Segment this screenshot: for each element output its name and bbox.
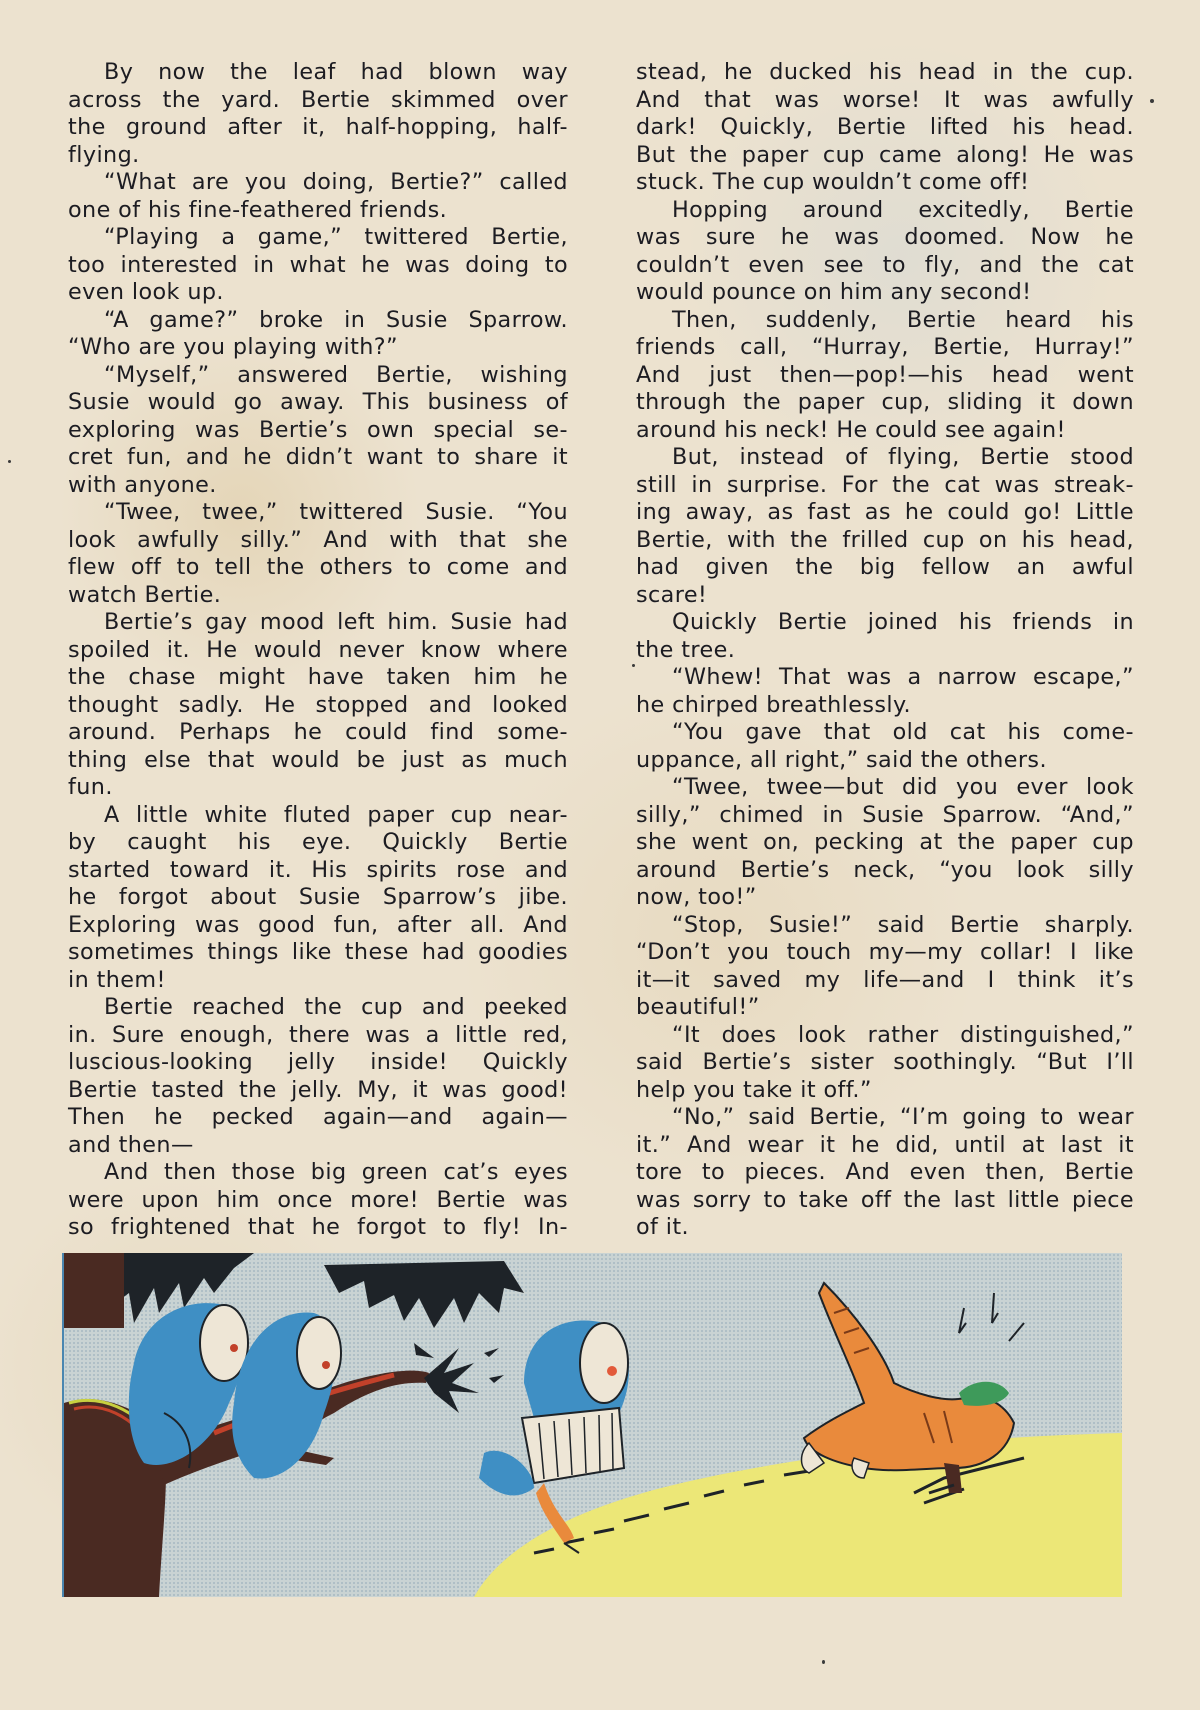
- story-text-line: “Don’t you touch my—my collar! I like: [636, 939, 1134, 965]
- story-text-line: had given the big fellow an awful: [636, 554, 1134, 580]
- story-text-line: cret fun, and he didn’t want to share it: [68, 444, 568, 470]
- twig-leaves-icon: [424, 1348, 504, 1413]
- story-text-line: in them!: [68, 966, 166, 993]
- bertie-scares-cat-illustration: [64, 1253, 1122, 1597]
- fright-lines-icon: [959, 1293, 1024, 1341]
- story-text-line: thought sadly. He stopped and looked: [68, 691, 568, 718]
- story-text-line: But, instead of flying, Bertie stood: [672, 444, 1134, 470]
- story-text-line: Bertie, with the frilled cup on his head,: [636, 526, 1134, 553]
- story-text-line: Bertie’s gay mood left him. Susie had: [104, 609, 568, 635]
- story-text-line: And that was worse! It was awfully: [636, 86, 1134, 113]
- story-text-line: “Twee, twee—but did you ever look: [672, 774, 1134, 800]
- story-text-line: By now the leaf had blown way: [104, 59, 568, 85]
- story-text-line: he forgot about Susie Sparrow’s jibe.: [68, 884, 568, 910]
- story-text-line: couldn’t even see to fly, and the cat: [636, 251, 1134, 278]
- story-text-line: was sure he was doomed. Now he: [636, 224, 1134, 250]
- story-text-line: still in surprise. For the cat was streak-: [636, 471, 1134, 498]
- story-text-line: “Whew! That was a narrow escape,”: [672, 664, 1134, 690]
- story-text-line: Then he pecked again—and again—: [68, 1104, 568, 1130]
- story-text-line: started toward it. His spirits rose and: [68, 856, 568, 883]
- story-text-line: “What are you doing, Bertie?” called: [104, 169, 568, 195]
- story-text-line: said Bertie’s sister soothingly. “But I’ll: [636, 1049, 1134, 1075]
- story-text-line: “No,” said Bertie, “I’m going to wear: [672, 1104, 1134, 1130]
- story-text-line: one of his fine-feathered friends.: [68, 196, 448, 223]
- story-text-line: luscious-looking jelly inside! Quickly: [68, 1049, 568, 1075]
- story-text-line: by caught his eye. Quickly Bertie: [68, 829, 568, 855]
- story-text-line: too interested in what he was doing to: [68, 251, 568, 278]
- story-text-line: “Stop, Susie!” said Bertie sharply.: [672, 911, 1134, 938]
- story-text-line: scare!: [636, 581, 708, 608]
- story-text-line: across the yard. Bertie skimmed over: [68, 86, 568, 113]
- story-text-line: uppance, all right,” said the others.: [636, 746, 1047, 773]
- story-text-line: But the paper cup came along! He was: [636, 141, 1134, 168]
- foliage-middle-icon: [324, 1261, 524, 1358]
- story-text-line: he chirped breathlessly.: [636, 691, 911, 718]
- story-text-line: through the paper cup, sliding it down: [636, 389, 1134, 415]
- story-text-line: flying.: [68, 141, 140, 168]
- story-text-line: around Bertie’s neck, “you look silly: [636, 856, 1134, 883]
- story-text-line: the chase might have taken him he: [68, 664, 568, 690]
- story-column-right: [636, 60, 1134, 1243]
- story-text-line: “You gave that old cat his come-: [672, 719, 1134, 745]
- story-text-line: even look up.: [68, 279, 224, 305]
- story-text-line: with anyone.: [68, 471, 217, 498]
- story-text-line: she went on, pecking at the paper cup: [636, 829, 1134, 855]
- story-text-line: watch Bertie.: [68, 581, 222, 608]
- story-text-line: “Playing a game,” twittered Bertie,: [104, 224, 568, 250]
- story-text-line: it.” And wear it he did, until at last it: [636, 1131, 1134, 1158]
- story-text-line: Quickly Bertie joined his friends in: [672, 609, 1134, 635]
- story-text-line: Susie would go away. This business of: [68, 389, 568, 415]
- story-text-line: now, too!”: [636, 884, 757, 910]
- story-text-line: thing else that would be just as much: [68, 746, 568, 773]
- story-text-line: in. Sure enough, there was a little red,: [68, 1021, 568, 1048]
- story-text-line: help you take it off.”: [636, 1076, 872, 1103]
- story-text-line: spoiled it. He would never know where: [68, 636, 568, 663]
- story-text-line: Bertie reached the cup and peeked: [104, 994, 568, 1020]
- story-text-line: the ground after it, half-hopping, half-: [68, 114, 568, 140]
- story-text-line: would pounce on him any second!: [636, 279, 1032, 305]
- story-text-line: Bertie tasted the jelly. My, it was good!: [68, 1076, 568, 1103]
- story-text-line: Then, suddenly, Bertie heard his: [672, 306, 1134, 333]
- story-text-line: “It does look rather distinguished,”: [672, 1021, 1134, 1048]
- story-text-line: And just then—pop!—his head went: [636, 361, 1134, 388]
- story-text-line: it—it saved my life—and I think it’s: [636, 966, 1134, 993]
- story-text-line: sometimes things like these had goodies: [68, 939, 568, 965]
- paper-speck: [8, 460, 11, 463]
- story-text-line: “Myself,” answered Bertie, wishing: [104, 361, 568, 388]
- story-text-line: exploring was Bertie’s own special se-: [68, 416, 568, 443]
- story-text-line: look awfully silly.” And with that she: [68, 526, 568, 553]
- story-text-line: Exploring was good fun, after all. And: [68, 911, 568, 938]
- story-text-line: “Twee, twee,” twittered Susie. “You: [104, 499, 568, 525]
- story-text-line: stead, he ducked his head in the cup.: [636, 59, 1134, 85]
- story-text-line: ing away, as fast as he could go! Little: [636, 499, 1134, 525]
- story-text-line: tore to pieces. And even then, Bertie: [636, 1159, 1134, 1185]
- story-text-line: of it.: [636, 1214, 690, 1240]
- paper-speck: [1150, 99, 1154, 103]
- story-text-line: dark! Quickly, Bertie lifted his head.: [636, 114, 1134, 140]
- story-text-line: And then those big green cat’s eyes: [104, 1159, 568, 1185]
- story-text-line: “A game?” broke in Susie Sparrow.: [104, 306, 568, 333]
- story-text-line: was sorry to take off the last little piece: [636, 1186, 1134, 1213]
- story-text-line: were upon him once more! Bertie was: [68, 1186, 568, 1213]
- story-text-line: flew off to tell the others to come and: [68, 554, 568, 580]
- story-text-line: around his neck! He could see again!: [636, 416, 1066, 443]
- paper-speck: [822, 1660, 825, 1664]
- story-text-line: so frightened that he forgot to fly! In-: [68, 1214, 568, 1240]
- story-text-line: and then—: [68, 1131, 194, 1158]
- story-text-line: silly,” chimed in Susie Sparrow. “And,”: [636, 801, 1134, 828]
- story-text-line: friends call, “Hurray, Bertie, Hurray!”: [636, 334, 1134, 360]
- story-text-line: stuck. The cup wouldn’t come off!: [636, 169, 1030, 195]
- story-text-line: Hopping around excitedly, Bertie: [672, 196, 1134, 223]
- paper-speck: [632, 664, 635, 667]
- story-text-line: fun.: [68, 774, 113, 800]
- story-column-left: [68, 60, 568, 1243]
- story-text-line: beautiful!”: [636, 994, 760, 1020]
- illustration-panel: [62, 1253, 1122, 1597]
- story-text-line: A little white fluted paper cup near-: [104, 801, 568, 828]
- story-text-line: around. Perhaps he could find some-: [68, 719, 568, 745]
- story-text-line: “Who are you playing with?”: [68, 334, 398, 360]
- story-text-line: the tree.: [636, 636, 736, 663]
